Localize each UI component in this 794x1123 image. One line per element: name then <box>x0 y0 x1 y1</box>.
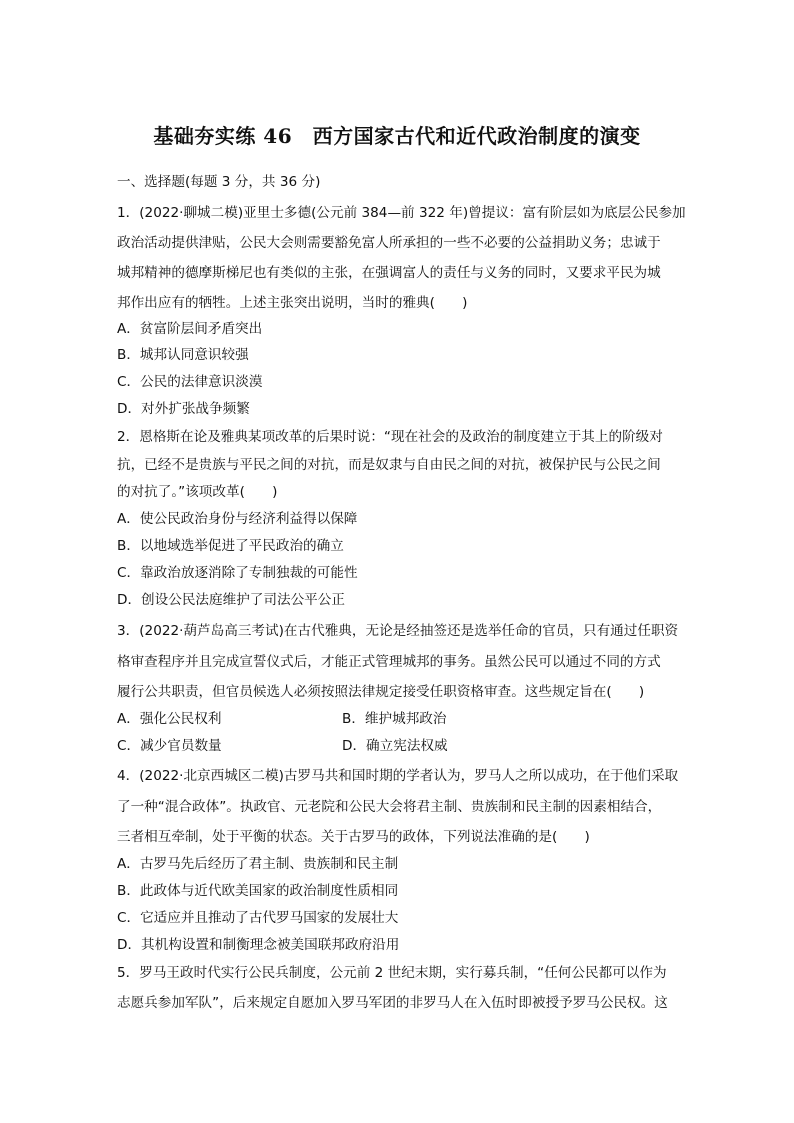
q1-line-2: 政治活动提供津贴，公民大会则需要豁免富人所承担的一些不必要的公益捐助义务；忠诚于 <box>117 235 661 251</box>
q2-option-a: A．使公民政治身份与经济利益得以保障 <box>117 511 358 527</box>
q1-option-b: B．城邦认同意识较强 <box>117 347 249 363</box>
q1-option-d: D．对外扩张战争频繁 <box>117 401 250 417</box>
q3-option-a: A．强化公民权利 <box>117 711 222 727</box>
q1-option-a: A．贫富阶层间矛盾突出 <box>117 321 263 337</box>
q4-option-b: B．此政体与近代欧美国家的政治制度性质相同 <box>117 883 399 899</box>
q3-option-c: C．减少官员数量 <box>117 738 222 754</box>
q5-line-2: 志愿兵参加军队”，后来规定自愿加入罗马军团的非罗马人在入伍时即被授予罗马公民权。这 <box>117 995 668 1011</box>
q1-line-3: 城邦精神的德摩斯梯尼也有类似的主张，在强调富人的责任与义务的同时，又要求平民为城 <box>117 265 661 281</box>
q4-line-3: 三者相互牵制，处于平衡的状态。关于古罗马的政体，下列说法准确的是( ) <box>117 829 590 845</box>
q4-option-c: C．它适应并且推动了古代罗马国家的发展壮大 <box>117 910 399 926</box>
q3-options-row-1 <box>117 710 717 728</box>
q5-line-1: 5．罗马王政时代实行公民兵制度，公元前 2 世纪末期，实行募兵制，“任何公民都可以作为 <box>117 965 667 981</box>
section-header: 一、选择题(每题 3 分，共 36 分) <box>117 174 321 190</box>
page-title: 基础夯实练 46 西方国家古代和近代政治制度的演变 <box>153 124 641 148</box>
q3-line-3: 履行公共职责，但官员候选人必须按照法律规定接受任职资格审查。这些规定旨在( ) <box>117 684 645 700</box>
q3-options-row-2 <box>117 737 717 755</box>
q4-option-d: D．其机构设置和制衡理念被美国联邦政府沿用 <box>117 937 400 953</box>
q3-option-d: D．确立宪法权威 <box>342 738 448 754</box>
q1-line-4: 邦作出应有的牺牲。上述主张突出说明，当时的雅典( ) <box>117 295 468 311</box>
q2-option-d: D．创设公民法庭维护了司法公平公正 <box>117 592 345 608</box>
q2-line-3: 的对抗了。”该项改革( ) <box>117 484 278 500</box>
q3-option-b: B．维护城邦政治 <box>342 711 447 727</box>
q4-line-2: 了一种“混合政体”。执政官、元老院和公民大会将君主制、贵族制和民主制的因素相结合， <box>117 799 662 815</box>
q3-line-1: 3．(2022·葫芦岛高三考试)在古代雅典，无论是经抽签还是选举任命的官员，只有通过任职资 <box>117 623 679 639</box>
q2-option-c: C．靠政治放逐消除了专制独裁的可能性 <box>117 565 358 581</box>
q1-line-1: 1．(2022·聊城二模)亚里士多德(公元前 384—前 322 年)曾提议：富有阶层如为底层公民参加 <box>117 205 686 221</box>
q2-line-2: 抗，已经不是贵族与平民之间的对抗，而是奴隶与自由民之间的对抗，被保护民与公民之间 <box>117 457 661 473</box>
q2-line-1: 2．恩格斯在论及雅典某项改革的后果时说：“现在社会的及政治的制度建立于其上的阶级对 <box>117 429 663 445</box>
q2-option-b: B．以地域选举促进了平民政治的确立 <box>117 538 344 554</box>
q3-line-2: 格审查程序并且完成宣誓仪式后，才能正式管理城邦的事务。虽然公民可以通过不同的方式 <box>117 654 661 670</box>
q1-option-c: C．公民的法律意识淡漠 <box>117 374 263 390</box>
q4-line-1: 4．(2022·北京西城区二模)古罗马共和国时期的学者认为，罗马人之所以成功，在于他们采取 <box>117 768 679 784</box>
q4-option-a: A．古罗马先后经历了君主制、贵族制和民主制 <box>117 856 399 872</box>
